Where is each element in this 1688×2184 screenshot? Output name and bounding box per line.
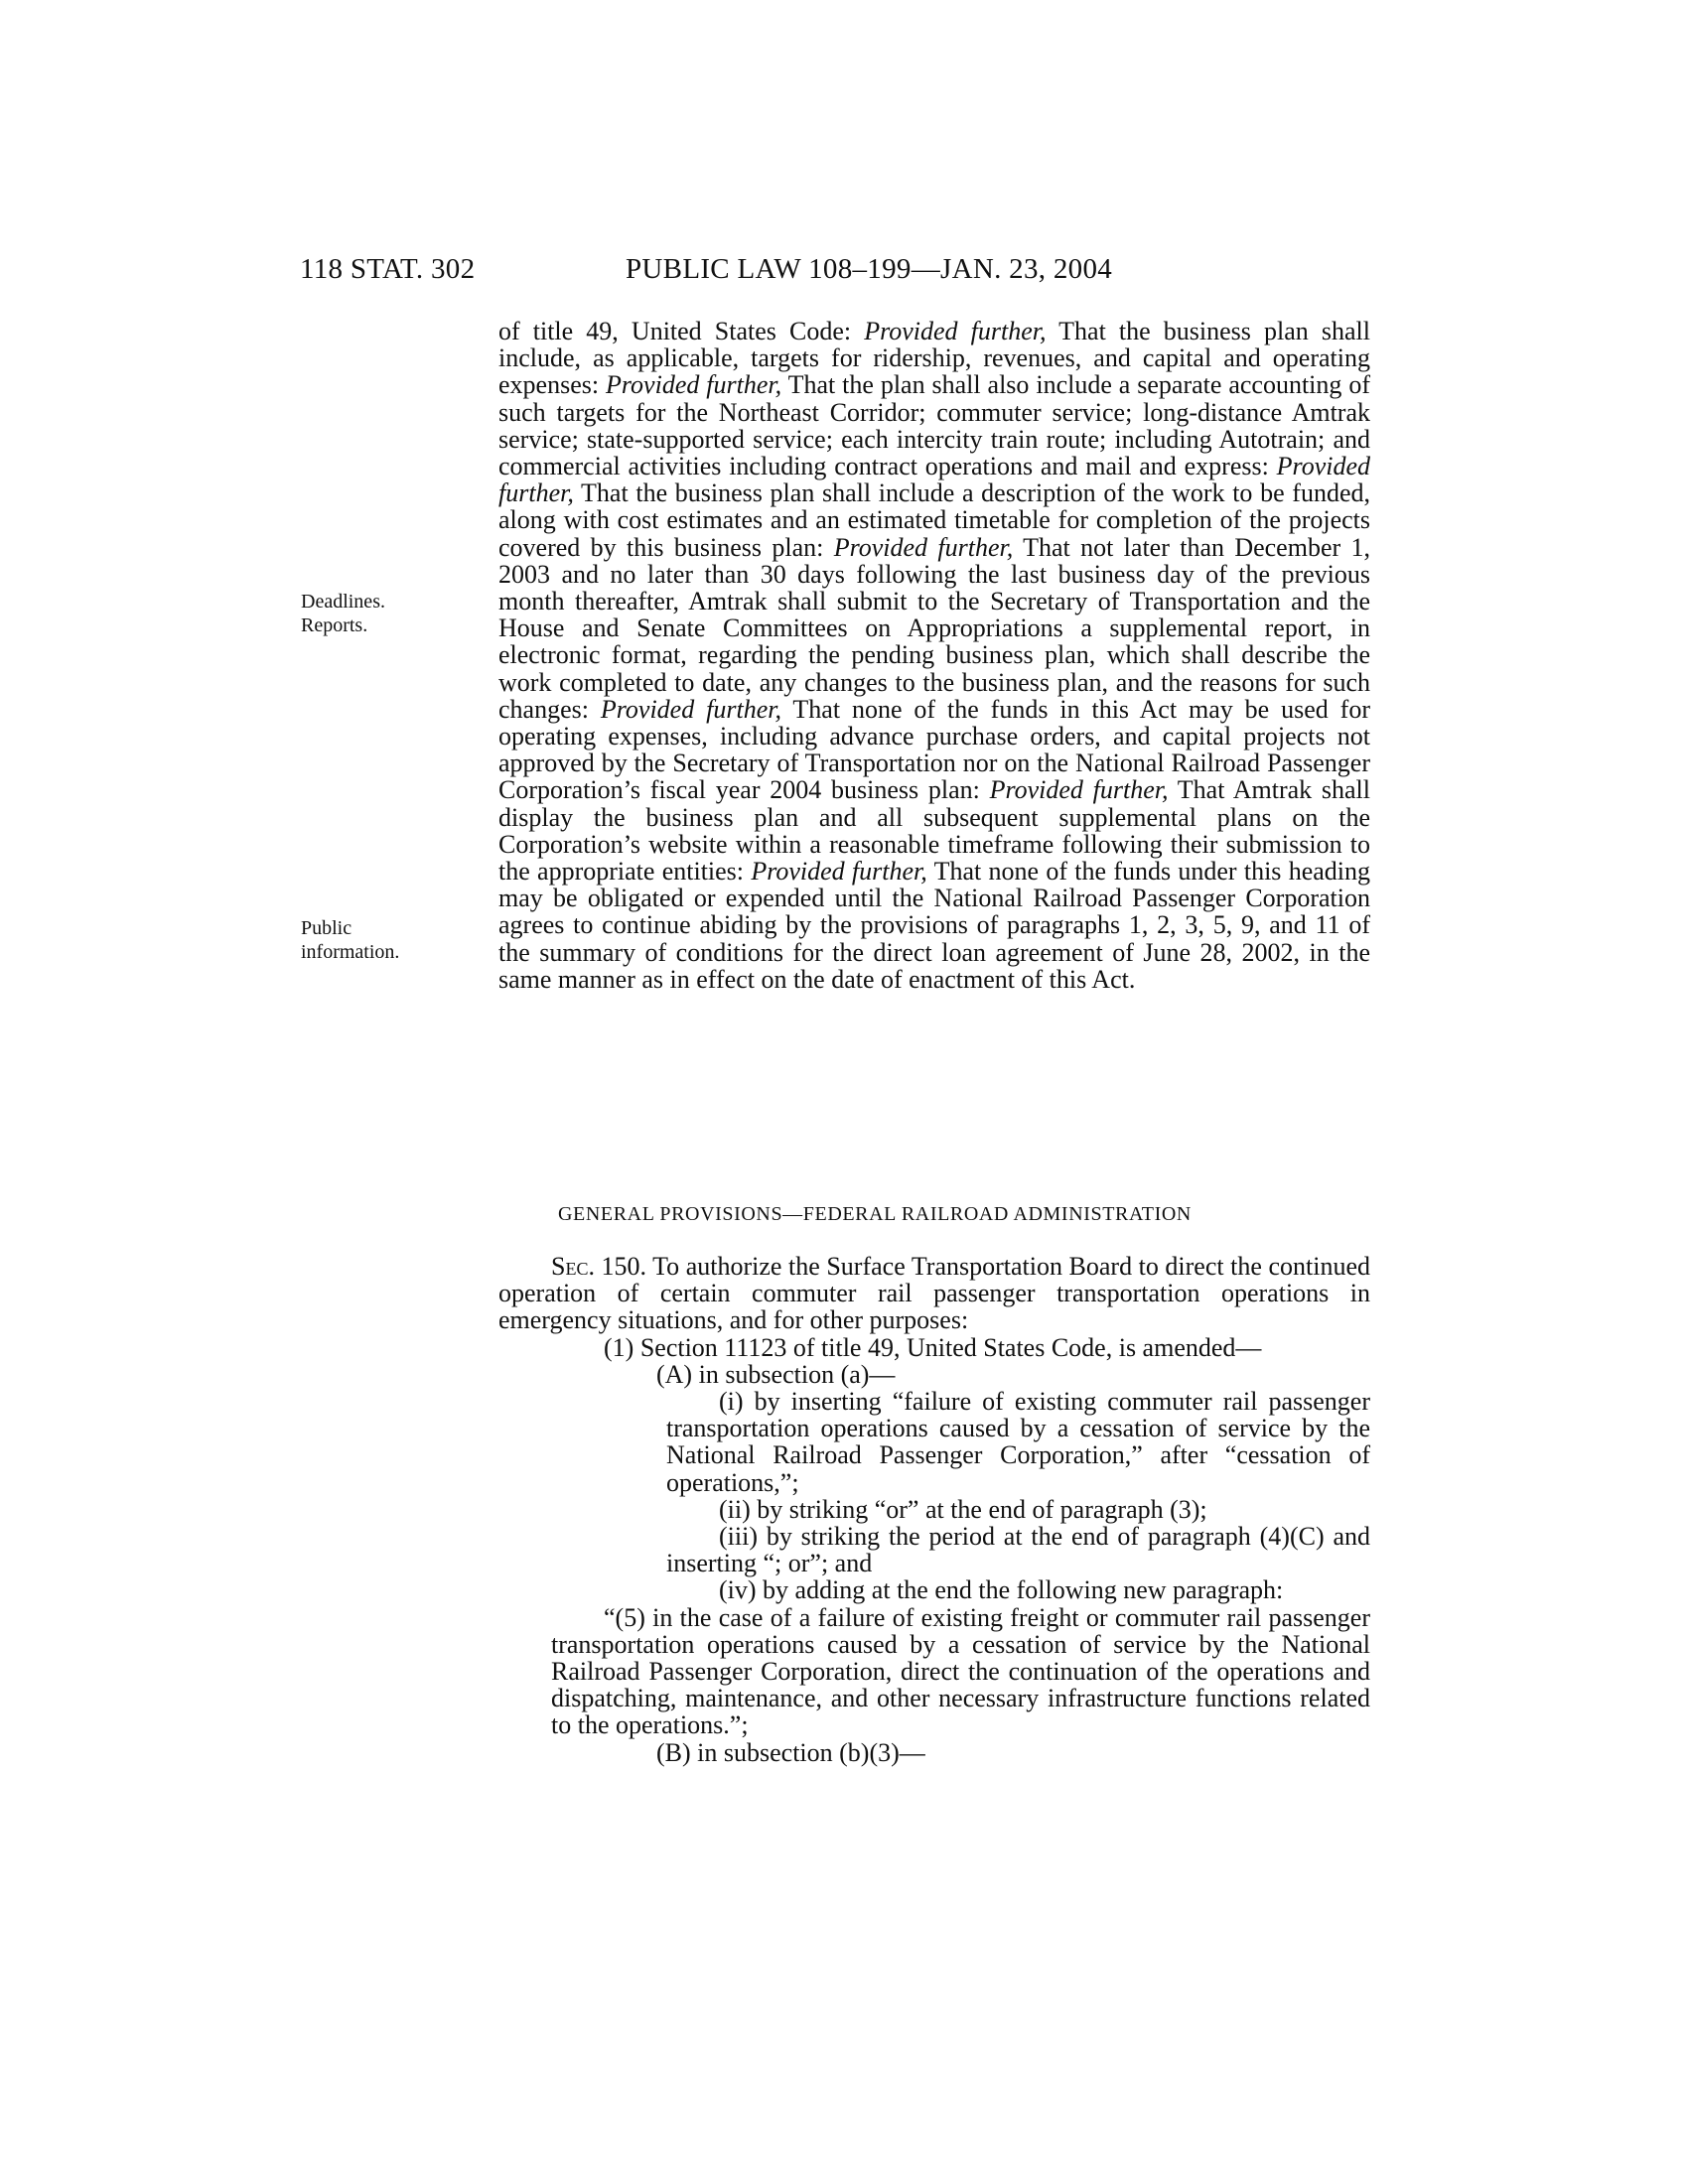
margin-note-line: Public	[301, 917, 352, 939]
clause-iv: (iv) by adding at the end the following new paragraph:	[719, 1575, 1284, 1605]
section-heading: GENERAL PROVISIONS—FEDERAL RAILROAD ADMINISTRATION	[558, 1203, 1192, 1225]
margin-note-public-information	[301, 916, 399, 964]
paragraph-1: (1) Section 11123 of title 49, United States Code, is amended—	[604, 1332, 1262, 1362]
section-intro: Sec. 150. To authorize the Surface Transportation Board to direct the continued operation of certain commuter rail passenger transportation operations in emergency situations, and for other purposes:	[498, 1252, 1370, 1335]
quoted-paragraph-5: “(5) in the case of a failure of existing freight or commuter rail passenger transportation operations caused by a cessation of service by the National Railroad Passenger Corporation, direct the continuation of the operations and dispatching, maintenance, and other necessary infrastructure functions related to the operations.”;	[551, 1602, 1370, 1740]
clause-i: (i) by inserting “failure of existing commuter rail passenger transportation operations caused by a cessation of service by the National Railroad Passenger Corporation,” after “cessation of operations,”;	[666, 1387, 1370, 1497]
public-law-title: PUBLIC LAW 108–199—JAN. 23, 2004	[626, 253, 1113, 285]
margin-note-line: Reports.	[301, 614, 368, 636]
subparagraph-b: (B) in subsection (b)(3)—	[656, 1737, 925, 1767]
margin-note-line: Deadlines.	[301, 591, 385, 613]
page-header	[300, 253, 1370, 293]
clause-ii: (ii) by striking “or” at the end of paragraph (3);	[719, 1494, 1207, 1524]
subparagraph-a: (A) in subsection (a)—	[656, 1359, 896, 1389]
clause-iii: (iii) by striking the period at the end of paragraph (4)(C) and inserting “; or”; and	[666, 1522, 1370, 1578]
margin-note-line: information.	[301, 941, 400, 963]
main-text-block	[498, 318, 1370, 993]
margin-note-deadlines	[301, 590, 385, 637]
section-150	[498, 1253, 1370, 1766]
statute-page-number: 118 STAT. 302	[300, 253, 476, 285]
main-paragraph: of title 49, United States Code: Provided further, That the business plan shall include, as applicable, targets for ridership, revenues, and capital and operating expenses: Provided further, That the plan shall also include a separate accounting of such targets for the Northeast Corridor; commuter service; long-distance Amtrak service; state-supported service; each intercity train route; including Autotrain; and commercial activities including contract operations and mail and express: Provided further, That the business plan shall include a description of the work to be funded, along with cost estimates and an estimated timetable for completion of the projects covered by this business plan: Provided further, That not later than December 1, 2003 and no later than 30 days following the last business day of the previous month thereafter, Amtrak shall submit to the Secretary of Transportation and the House and Senate Committees on Appropriations a supplemental report, in electronic format, regarding the pending business plan, which shall describe the work completed to date, any changes to the business plan, and the reasons for such changes: Provided further, That none of the funds in this Act may be used for operating expenses, including advance purchase orders, and capital projects not approved by the Secretary of Transportation nor on the National Railroad Passenger Corporation’s fiscal year 2004 business plan: Provided further, That Amtrak shall display the business plan and all subsequent supplemental plans on the Corporation’s website within a reasonable timeframe following their submission to the appropriate entities: Provided further, That none of the funds under this heading may be obligated or expended until the National Railroad Passenger Corporation agrees to continue abiding by the provisions of paragraphs 1, 2, 3, 5, 9, and 11 of the summary of conditions for the direct loan agreement of June 28, 2002, in the same manner as in effect on the date of enactment of this Act.	[498, 317, 1371, 994]
